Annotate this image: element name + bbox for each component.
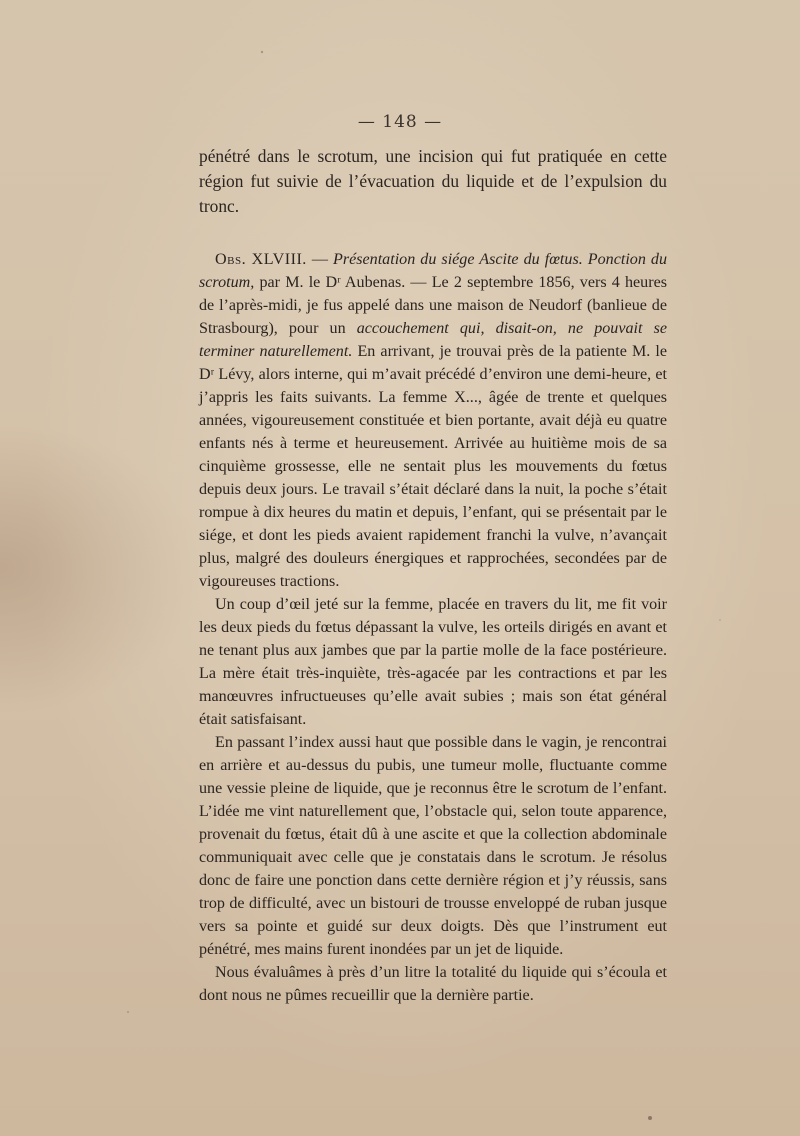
body-text: [199, 144, 667, 1007]
paragraph-3: En passant l’index aussi haut que possible dans le vagin, je rencontrai en arrière et au-dessus du pubis, une tumeur molle, fluctuante comme une vessie pleine de liquide, que je reconnus être le scrotum de l’enfant. L’idée me vint naturellement que, l’obstacle qui, selon toute apparence, provenait du fœtus, était dû à une ascite et que la collection abdominale communiquait avec celle que je constatais dans le scrotum. Je résolus donc de faire une ponction dans cette dernière région et j’y réussis, sans trop de difficulté, avec un bistouri de trousse enveloppé de ruban jusque vers sa pointe et guidé sur deux doigts. Dès que l’instrument eut pénétré, mes mains furent inondées par un jet de liquide.: [199, 733, 667, 958]
observation-quote: accouchement qui, disait-on, ne pouvait se terminer naturellement.: [199, 319, 667, 360]
observation-author: par M. le Dʳ Aubenas. — Le 2 septembre 1856, vers 4 heures de l’après-midi, je fus appelé dans une maison de Neudorf (banlieue de Strasbourg), pour un: [199, 273, 667, 337]
page-number: — 148 —: [357, 112, 443, 132]
observation-paragraph: [199, 248, 667, 593]
observation-label: Obs. XLVIII.: [215, 250, 307, 268]
observation-title: Présentation du siége Ascite du fœtus. Ponction du scrotum,: [199, 250, 668, 291]
paragraph-2: Un coup d’œil jeté sur la femme, placée en travers du lit, me fit voir les deux pieds du fœtus dépassant la vulve, les orteils dirigés en avant et ne tenant plus aux jambes que par la partie molle de la face postérieure. La mère était très-inquiète, très-agacée par les contractions et par les manœuvres infructueuses qu’elle avait subies ; mais son état général était satisfaisant.: [199, 595, 667, 728]
observation-body: En arrivant, je trouvai près de la patiente M. le Dʳ Lévy, alors interne, qui m’avait précédé d’environ une demi-heure, et j’appris les faits suivants. La femme X..., âgée de trente et quelques années, vigoureusement constituée et bien portante, avait déjà eu quatre enfants nés à terme et heureusement. Arrivée au huitième mois de sa cinquième grossesse, elle ne sentait plus les mouvements du fœtus depuis deux jours. Le travail s’était déclaré dans la nuit, la poche s’était rompue à dix heures du matin et depuis, l’enfant, qui se présentait par le siége, et dont les pieds avaient rapidement franchi la vulve, n’avançait plus, malgré des douleurs énergiques et rapprochées, secondées par de vigoureuses tractions.: [199, 342, 667, 590]
paragraph-4: Nous évaluâmes à près d’un litre la totalité du liquide qui s’écoula et dont nous ne pûmes recueillir que la dernière partie.: [199, 963, 667, 1004]
observation-dash: —: [306, 250, 334, 268]
lead-paragraph: pénétré dans le scrotum, une incision qui fut pratiquée en cette région fut suivie de l’évacuation du liquide et de l’expulsion du tronc.: [199, 146, 667, 217]
